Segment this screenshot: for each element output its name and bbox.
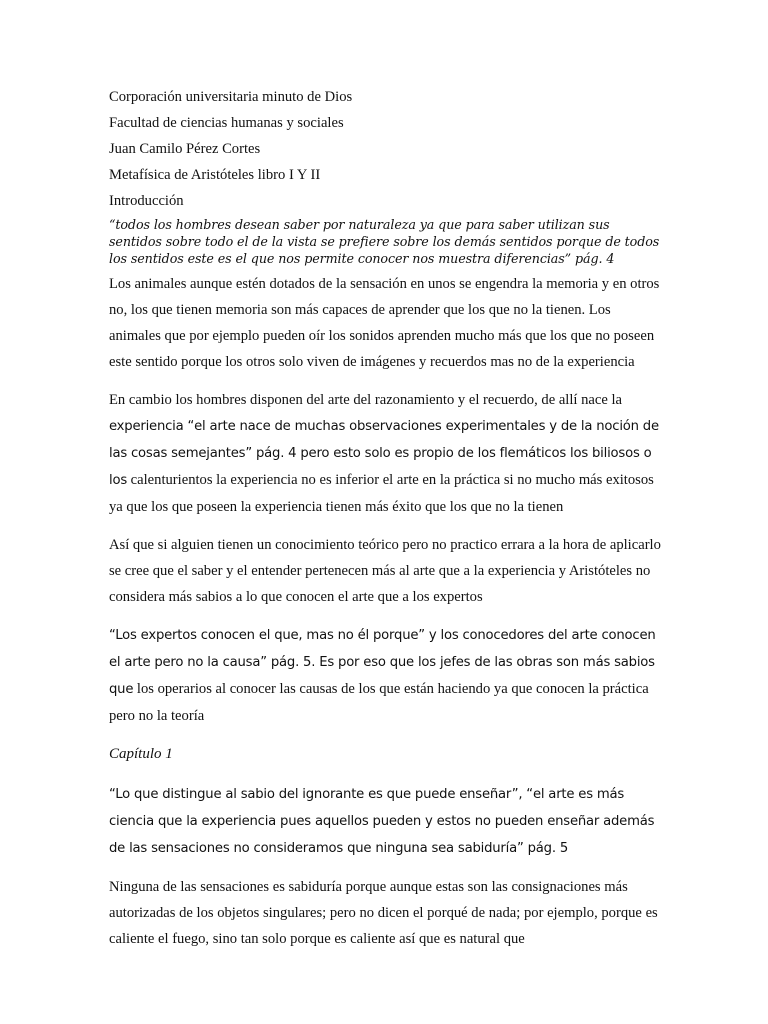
paragraph-6: Ninguna de las sensaciones es sabiduría porque aunque estas son las consignaciones más autorizadas de los objetos singulares; pero no dicen el porqué de nada; por ejemplo, porque es caliente el fuego, sino tan solo porque es caliente así que es natural que bbox=[109, 879, 658, 947]
paragraph-5-quote: “Lo que distingue al sabio del ignorante es que puede enseñar”, “el arte es más ciencia que la experiencia pues aquellos pueden y estos no pueden enseñar además de las sensaciones no consideramos que ninguna sea sabiduría” pág. 5 bbox=[109, 787, 655, 856]
paragraph-1: Los animales aunque estén dotados de la sensación en unos se engendra la memoria y en otros no, los que tienen memoria son más capaces de aprender que los que no la tienen. Los animales que por ejemplo pueden oír los sonidos aprenden mucho más que los que no poseen este sentido porque los otros solo viven de imágenes y recuerdos mas no de la experiencia bbox=[109, 276, 660, 370]
section-heading-introduction: Introducción bbox=[109, 193, 184, 209]
document-title: Metafísica de Aristóteles libro I Y II bbox=[109, 167, 321, 183]
paragraph-2-part-c: calenturientos la experiencia no es inferior el arte en la práctica si no mucho más exitosos ya que los que poseen la experiencia tienen más éxito que los que no la tienen bbox=[109, 472, 654, 515]
paragraph-2-part-a: En cambio los hombres disponen del arte del razonamiento y el recuerdo, de allí nace la bbox=[109, 392, 623, 408]
paragraph-2 bbox=[109, 387, 661, 520]
faculty-name: Facultad de ciencias humanas y sociales bbox=[109, 115, 344, 131]
paragraph-5 bbox=[109, 781, 661, 862]
paragraph-3: Así que si alguien tienen un conocimiento teórico pero no practico errara a la hora de aplicarlo se cree que el saber y el entender pertenecen más al arte que a la experiencia y Aristóteles no considera más sabios a lo que conocen el arte que a los expertos bbox=[109, 537, 661, 605]
paragraph-4-quote: “Los expertos conocen el que, mas no él porque” y los conocedores del arte conocen el arte pero no la causa” pág. 5. Es por eso que los jefes de las obras son más sabios que bbox=[109, 628, 656, 697]
paragraph-4 bbox=[109, 622, 661, 729]
author-name: Juan Camilo Pérez Cortes bbox=[109, 141, 261, 157]
chapter-heading: Capítulo 1 bbox=[109, 746, 173, 762]
paragraph-4-part-b: los operarios al conocer las causas de los que están haciendo ya que conocen la práctica pero no la teoría bbox=[109, 681, 649, 724]
intro-quote: “todos los hombres desean saber por naturaleza ya que para saber utilizan sus sentidos sobre todo el de la vista se prefiere sobre los demás sentidos porque de todos los sentidos este es el que nos permite conocer nos muestra diferencias” pág. 4 bbox=[109, 217, 660, 266]
document-body bbox=[109, 84, 661, 964]
paragraph-2-quote: experiencia “el arte nace de muchas observaciones experimentales y de la noción de las cosas semejantes” pág. 4 pero esto solo es propio de los flemáticos los biliosos o los bbox=[109, 419, 659, 488]
institution-name: Corporación universitaria minuto de Dios bbox=[109, 89, 353, 105]
